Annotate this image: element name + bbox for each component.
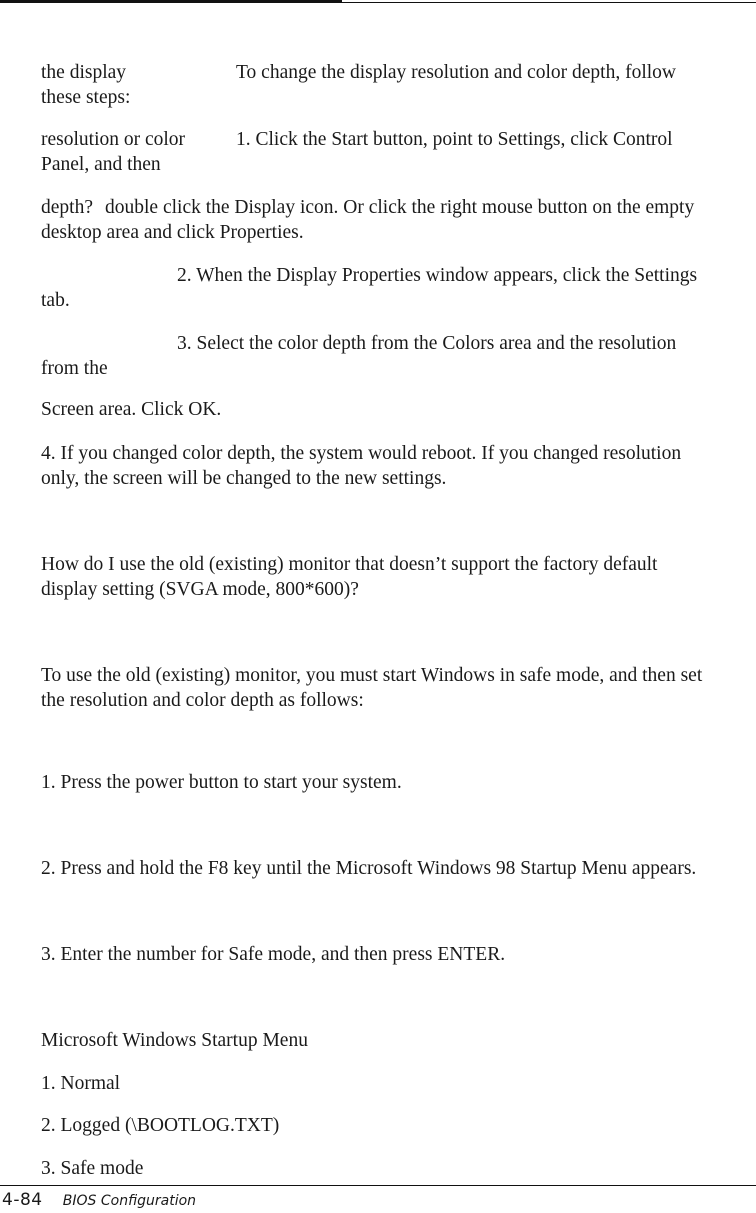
question-text: How do I use the old (existing) monitor that doesn’t support the factory default <box>41 554 658 575</box>
footer-rule <box>0 1185 756 1186</box>
margin-question: depth? <box>41 197 93 218</box>
step-text: double click the Display icon. Or click the right mouse button on the empty <box>105 197 695 218</box>
text-line: from the <box>41 358 108 379</box>
step-text: 2. When the Display Properties window appears, click the Settings <box>177 265 698 286</box>
menu-item: 1. Normal <box>41 1073 121 1094</box>
answer-text: the resolution and color depth as follows: <box>41 690 364 711</box>
step-text: 3. Select the color depth from the Colors area and the resolution <box>177 333 677 354</box>
step-text: 1. Press the power button to start your system. <box>41 772 402 793</box>
step-text: 2. Press and hold the F8 key until the Microsoft Windows 98 Startup Menu appears. <box>41 858 697 879</box>
text-line: 4. If you changed color depth, the system would reboot. If you changed resolution <box>41 443 682 464</box>
menu-item: 3. Safe mode <box>41 1158 144 1179</box>
step-text: 3. Enter the number for Safe mode, and then press ENTER. <box>41 944 506 965</box>
header-rule-thin <box>342 2 756 3</box>
text-line <box>41 61 755 85</box>
text-line <box>41 196 755 220</box>
menu-title: Microsoft Windows Startup Menu <box>41 1030 308 1051</box>
menu-item: 2. Logged (\BOOTLOG.TXT) <box>41 1115 280 1136</box>
text-line: these steps: <box>41 87 131 108</box>
section-title: BIOS Configuration <box>62 1193 197 1209</box>
margin-question: resolution or color <box>41 129 186 150</box>
text-line: only, the screen will be changed to the new settings. <box>41 468 447 489</box>
answer-text: To use the old (existing) monitor, you must start Windows in safe mode, and then set <box>41 665 703 686</box>
text-line: tab. <box>41 290 70 311</box>
text-line: Panel, and then <box>41 154 161 175</box>
header-rule-thick <box>0 0 342 3</box>
page-footer <box>2 1187 196 1213</box>
answer-text: To change the display resolution and color depth, follow <box>236 62 676 83</box>
page-number: 4-84 <box>2 1190 43 1210</box>
step-text: 1. Click the Start button, point to Settings, click Control <box>236 129 673 150</box>
text-line: desktop area and click Properties. <box>41 222 304 243</box>
question-text: display setting (SVGA mode, 800*600)? <box>41 579 359 600</box>
text-line: Screen area. Click OK. <box>41 399 222 420</box>
text-line <box>41 128 755 152</box>
margin-question: the display <box>41 62 127 83</box>
